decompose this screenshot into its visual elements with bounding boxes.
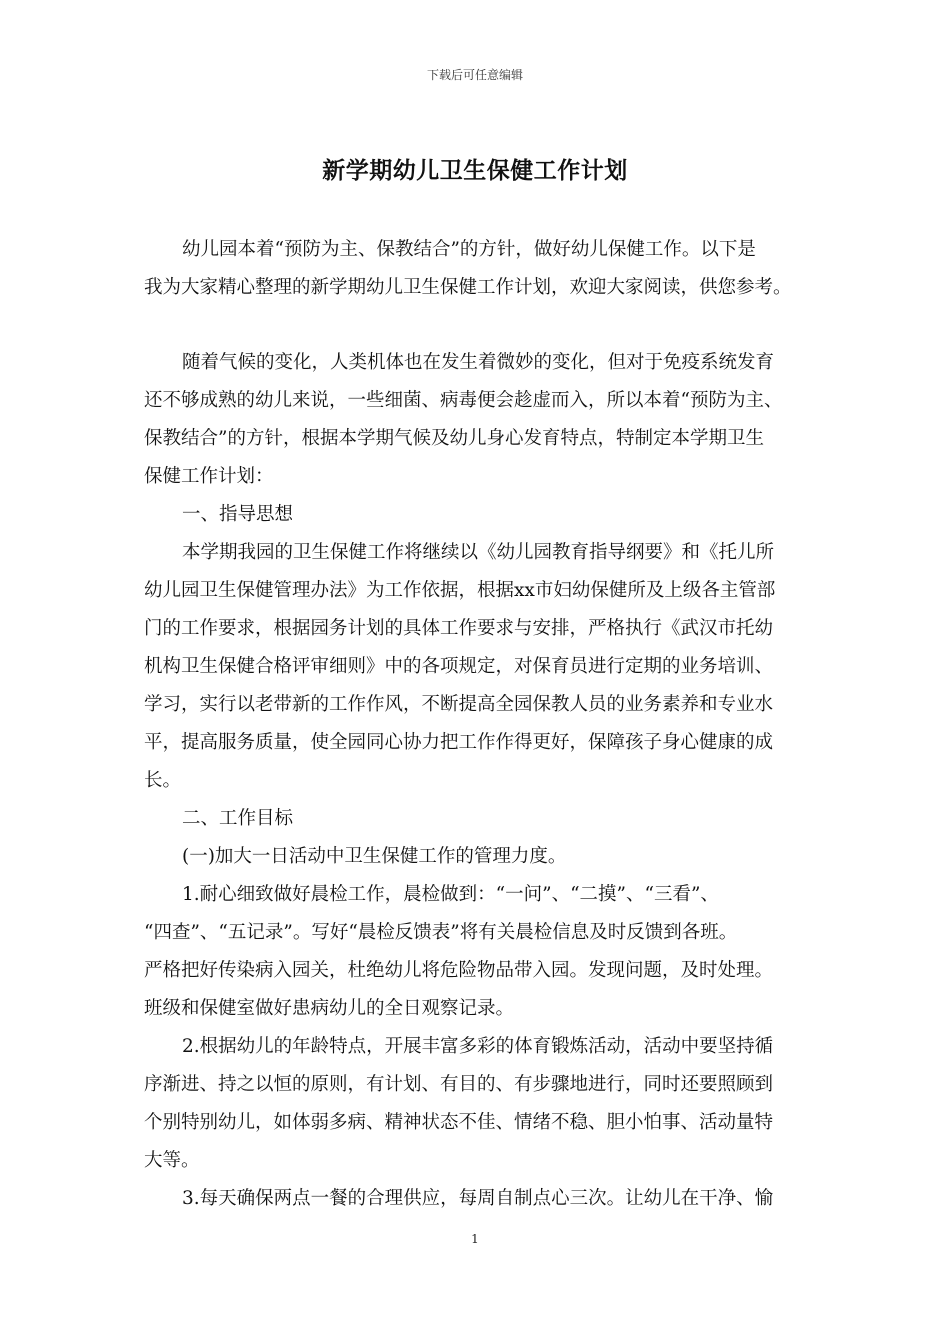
section1-line: 本学期我园的卫生保健工作将继续以《幼儿园教育指导纲要》和《托儿所 (182, 542, 775, 563)
header-note: 下载后可任意编辑 (426, 68, 523, 82)
section1-line: 幼儿园卫生保健管理办法》为工作依据，根据xx市妇幼保健所及上级各主管部 (144, 580, 776, 601)
item1-line: 1.耐心细致做好晨检工作，晨检做到：“一问”、“二摸”、“三看”、 (182, 884, 719, 905)
section1-line: 门的工作要求，根据园务计划的具体工作要求与安排，严格执行《武汉市托幼 (144, 618, 774, 639)
item1-line: “四查”、“五记录”。写好“晨检反馈表”将有关晨检信息及时反馈到各班。 (144, 922, 738, 943)
page-number: 1 (471, 1232, 479, 1246)
document-body (144, 231, 820, 1218)
item2-line: 个别特别幼儿，如体弱多病、精神状态不佳、情绪不稳、胆小怕事、活动量特 (144, 1112, 774, 1133)
item1-line: 班级和保健室做好患病幼儿的全日观察记录。 (144, 998, 515, 1019)
section1-line: 机构卫生保健合格评审细则》中的各项规定，对保育员进行定期的业务培训、 (144, 656, 774, 677)
paragraph1-line: 随着气候的变化，人类机体也在发生着微妙的变化，但对于免疫系统发育 (182, 352, 775, 373)
item2-line: 2.根据幼儿的年龄特点，开展丰富多彩的体育锻炼活动，活动中要坚持循 (182, 1036, 774, 1057)
subsection1-heading: (一)加大一日活动中卫生保健工作的管理力度。 (182, 846, 567, 867)
item2-line: 大等。 (144, 1150, 200, 1171)
section2-heading: 二、工作目标 (182, 808, 294, 829)
paragraph-gap (144, 307, 820, 344)
paragraph1-line: 还不够成熟的幼儿来说，一些细菌、病毒便会趁虚而入，所以本着“预防为主、 (144, 390, 783, 411)
section1-line: 平，提高服务质量，使全园同心协力把工作作得更好，保障孩子身心健康的成 (144, 732, 774, 753)
paragraph1-line: 保健工作计划： (144, 466, 274, 487)
item3-line: 3.每天确保两点一餐的合理供应，每周自制点心三次。让幼儿在干净、愉 (182, 1188, 774, 1209)
document-title: 新学期幼儿卫生保健工作计划 (322, 157, 628, 184)
item2-line: 序渐进、持之以恒的原则，有计划、有目的、有步骤地进行，同时还要照顾到 (144, 1074, 774, 1095)
intro-line: 我为大家精心整理的新学期幼儿卫生保健工作计划，欢迎大家阅读，供您参考。 (144, 277, 792, 298)
intro-line: 幼儿园本着“预防为主、保教结合”的方针，做好幼儿保健工作。以下是 (182, 239, 756, 260)
section1-heading: 一、指导思想 (182, 504, 294, 525)
section1-line: 学习，实行以老带新的工作作风，不断提高全园保教人员的业务素养和专业水 (144, 694, 774, 715)
item1-line: 严格把好传染病入园关，杜绝幼儿将危险物品带入园。发现问题，及时处理。 (144, 960, 774, 981)
paragraph1-line: 保教结合”的方针，根据本学期气候及幼儿身心发育特点，特制定本学期卫生 (144, 428, 764, 449)
section1-line: 长。 (144, 770, 182, 791)
